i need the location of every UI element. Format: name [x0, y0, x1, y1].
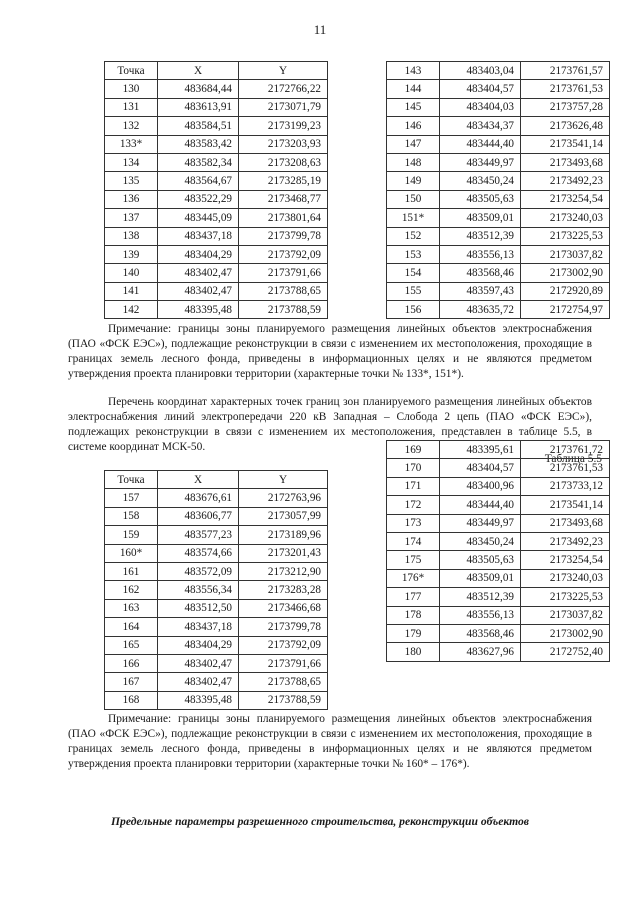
table-row [105, 562, 328, 580]
point-cell: 135 [105, 172, 158, 190]
table-row [387, 624, 610, 642]
y-cell: 2173002,90 [521, 624, 610, 642]
table-row [387, 532, 610, 550]
table-header-row [105, 471, 328, 489]
table-row [387, 551, 610, 569]
y-cell: 2173492,23 [521, 172, 610, 190]
x-cell: 483437,18 [158, 227, 239, 245]
point-cell: 142 [105, 301, 158, 319]
point-cell: 132 [105, 117, 158, 135]
y-cell: 2173761,53 [521, 80, 610, 98]
column-header: Y [239, 471, 328, 489]
x-cell: 483574,66 [158, 544, 239, 562]
x-cell: 483404,03 [440, 98, 521, 116]
table-row [105, 264, 328, 282]
x-cell: 483512,39 [440, 227, 521, 245]
y-cell: 2173071,79 [239, 98, 328, 116]
point-cell: 174 [387, 532, 440, 550]
point-cell: 148 [387, 153, 440, 171]
table-row [105, 153, 328, 171]
x-cell: 483395,48 [158, 691, 239, 709]
y-cell: 2173761,72 [521, 441, 610, 459]
y-cell: 2173225,53 [521, 588, 610, 606]
x-cell: 483509,01 [440, 569, 521, 587]
table-row [105, 172, 328, 190]
table-row [387, 282, 610, 300]
column-header: Точка [105, 471, 158, 489]
y-cell: 2173492,23 [521, 532, 610, 550]
x-cell: 483445,09 [158, 209, 239, 227]
point-cell: 140 [105, 264, 158, 282]
point-cell: 173 [387, 514, 440, 532]
y-cell: 2173761,53 [521, 459, 610, 477]
point-cell: 161 [105, 562, 158, 580]
x-cell: 483512,50 [158, 599, 239, 617]
x-cell: 483522,29 [158, 190, 239, 208]
point-cell: 137 [105, 209, 158, 227]
table-row [105, 618, 328, 636]
coordinates-table-2-left [104, 470, 328, 710]
y-cell: 2173057,99 [239, 507, 328, 525]
y-cell: 2173792,09 [239, 636, 328, 654]
x-cell: 483404,29 [158, 245, 239, 263]
table-row [387, 569, 610, 587]
point-cell: 163 [105, 599, 158, 617]
column-header: X [158, 471, 239, 489]
y-cell: 2173203,93 [239, 135, 328, 153]
x-cell: 483582,34 [158, 153, 239, 171]
table-row [105, 98, 328, 116]
y-cell: 2173254,54 [521, 190, 610, 208]
point-cell: 150 [387, 190, 440, 208]
column-header: Точка [105, 62, 158, 80]
y-cell: 2173626,48 [521, 117, 610, 135]
x-cell: 483577,23 [158, 526, 239, 544]
table-row [105, 654, 328, 672]
table-row [387, 477, 610, 495]
y-cell: 2173189,96 [239, 526, 328, 544]
point-cell: 170 [387, 459, 440, 477]
x-cell: 483505,63 [440, 190, 521, 208]
x-cell: 483597,43 [440, 282, 521, 300]
y-cell: 2173002,90 [521, 264, 610, 282]
column-header: X [158, 62, 239, 80]
y-cell: 2173493,68 [521, 514, 610, 532]
y-cell: 2173791,66 [239, 654, 328, 672]
x-cell: 483400,96 [440, 477, 521, 495]
x-cell: 483437,18 [158, 618, 239, 636]
table-row [105, 227, 328, 245]
x-cell: 483568,46 [440, 624, 521, 642]
point-cell: 155 [387, 282, 440, 300]
table-row [387, 80, 610, 98]
x-cell: 483402,47 [158, 673, 239, 691]
point-cell: 162 [105, 581, 158, 599]
table-row [105, 190, 328, 208]
x-cell: 483606,77 [158, 507, 239, 525]
point-cell: 141 [105, 282, 158, 300]
table-row [105, 581, 328, 599]
point-cell: 180 [387, 643, 440, 661]
x-cell: 483444,40 [440, 135, 521, 153]
point-cell: 166 [105, 654, 158, 672]
table-row [105, 636, 328, 654]
y-cell: 2173788,59 [239, 691, 328, 709]
y-cell: 2173037,82 [521, 606, 610, 624]
table-row [387, 459, 610, 477]
x-cell: 483684,44 [158, 80, 239, 98]
y-cell: 2173757,28 [521, 98, 610, 116]
point-cell: 153 [387, 245, 440, 263]
y-cell: 2173799,78 [239, 618, 328, 636]
x-cell: 483627,96 [440, 643, 521, 661]
x-cell: 483434,37 [440, 117, 521, 135]
y-cell: 2172920,89 [521, 282, 610, 300]
x-cell: 483676,61 [158, 489, 239, 507]
note-2: Примечание: границы зоны планируемого размещения линейных объектов электроснабжения (ПАО «ФСК ЕЭС»), подлежащие реконструкции в связи с изменением их местоположения, проходящие в границах земель лесного фонда, приведены в информационных целях и не являются предметом утверждения проекта планировки территории (характерные точки № 160* – 176*). [68, 713, 592, 770]
x-cell: 483512,39 [440, 588, 521, 606]
table-row [387, 62, 610, 80]
x-cell: 483404,29 [158, 636, 239, 654]
x-cell: 483402,47 [158, 264, 239, 282]
point-cell: 143 [387, 62, 440, 80]
point-cell: 171 [387, 477, 440, 495]
y-cell: 2173799,78 [239, 227, 328, 245]
x-cell: 483444,40 [440, 496, 521, 514]
coordinates-table-1-left [104, 61, 328, 319]
y-cell: 2172763,96 [239, 489, 328, 507]
y-cell: 2173733,12 [521, 477, 610, 495]
table-row [387, 643, 610, 661]
x-cell: 483613,91 [158, 98, 239, 116]
x-cell: 483556,13 [440, 245, 521, 263]
table-row [105, 507, 328, 525]
y-cell: 2172752,40 [521, 643, 610, 661]
y-cell: 2173541,14 [521, 135, 610, 153]
x-cell: 483584,51 [158, 117, 239, 135]
page-number: 11 [313, 22, 327, 37]
table-row [387, 514, 610, 532]
point-cell: 133* [105, 135, 158, 153]
x-cell: 483556,34 [158, 581, 239, 599]
point-cell: 158 [105, 507, 158, 525]
point-cell: 167 [105, 673, 158, 691]
y-cell: 2173037,82 [521, 245, 610, 263]
point-cell: 146 [387, 117, 440, 135]
y-cell: 2173212,90 [239, 562, 328, 580]
table-row [105, 80, 328, 98]
table-row [387, 264, 610, 282]
y-cell: 2173801,64 [239, 209, 328, 227]
y-cell: 2172766,22 [239, 80, 328, 98]
y-cell: 2173493,68 [521, 153, 610, 171]
note-1: Примечание: границы зоны планируемого размещения линейных объектов электроснабжения (ПАО «ФСК ЕЭС»), подлежащие реконструкции в связи с изменением их местоположения, проходящие в границах земель лесного фонда, приведены в информационных целях и не являются предметом утверждения проекта планировки территории (характерные точки № 133*, 151*). [68, 323, 592, 380]
y-cell: 2173240,03 [521, 569, 610, 587]
table-row [105, 673, 328, 691]
x-cell: 483450,24 [440, 172, 521, 190]
x-cell: 483505,63 [440, 551, 521, 569]
x-cell: 483450,24 [440, 532, 521, 550]
x-cell: 483403,04 [440, 62, 521, 80]
table-intro-paragraph: Перечень координат характерных точек границ зон планируемого размещения линейных объектов электроснабжения линий электропередачи 220 кВ Западная – Слобода 2 цепь (ПАО «ФСК ЕЭС»), подлежащих реконструкции в связи с изменением их местоположения, представлен в таблице 5.5, в системе координат МСК-50. [68, 396, 592, 453]
table-header-row [105, 62, 328, 80]
point-cell: 169 [387, 441, 440, 459]
table-caption: Таблица 5.5 [544, 453, 602, 465]
y-cell: 2173254,54 [521, 551, 610, 569]
table-row [387, 227, 610, 245]
section-heading: Предельные параметры разрешенного строительства, реконструкции объектов [111, 815, 529, 828]
table-row [387, 117, 610, 135]
y-cell: 2173240,03 [521, 209, 610, 227]
point-cell: 159 [105, 526, 158, 544]
x-cell: 483556,13 [440, 606, 521, 624]
table-row [387, 301, 610, 319]
table-row [105, 691, 328, 709]
point-cell: 138 [105, 227, 158, 245]
y-cell: 2172754,97 [521, 301, 610, 319]
table-row [387, 98, 610, 116]
table-row [105, 526, 328, 544]
table-row [105, 599, 328, 617]
x-cell: 483449,97 [440, 153, 521, 171]
column-header: Y [239, 62, 328, 80]
point-cell: 176* [387, 569, 440, 587]
y-cell: 2173791,66 [239, 264, 328, 282]
table-row [105, 301, 328, 319]
table-row [387, 441, 610, 459]
table-row [105, 489, 328, 507]
point-cell: 130 [105, 80, 158, 98]
point-cell: 151* [387, 209, 440, 227]
table-row [105, 117, 328, 135]
y-cell: 2173761,57 [521, 62, 610, 80]
point-cell: 165 [105, 636, 158, 654]
point-cell: 147 [387, 135, 440, 153]
y-cell: 2173201,43 [239, 544, 328, 562]
x-cell: 483635,72 [440, 301, 521, 319]
point-cell: 160* [105, 544, 158, 562]
table-row [105, 209, 328, 227]
point-cell: 145 [387, 98, 440, 116]
y-cell: 2173468,77 [239, 190, 328, 208]
y-cell: 2173283,28 [239, 581, 328, 599]
y-cell: 2173285,19 [239, 172, 328, 190]
point-cell: 156 [387, 301, 440, 319]
table-row [105, 245, 328, 263]
point-cell: 134 [105, 153, 158, 171]
y-cell: 2173541,14 [521, 496, 610, 514]
point-cell: 152 [387, 227, 440, 245]
x-cell: 483404,57 [440, 80, 521, 98]
x-cell: 483572,09 [158, 562, 239, 580]
point-cell: 131 [105, 98, 158, 116]
table-row [105, 282, 328, 300]
table-row [387, 172, 610, 190]
coordinates-table-2-right [386, 440, 610, 662]
table-row [387, 153, 610, 171]
point-cell: 178 [387, 606, 440, 624]
point-cell: 175 [387, 551, 440, 569]
point-cell: 177 [387, 588, 440, 606]
y-cell: 2173788,65 [239, 673, 328, 691]
y-cell: 2173225,53 [521, 227, 610, 245]
x-cell: 483583,42 [158, 135, 239, 153]
y-cell: 2173788,65 [239, 282, 328, 300]
x-cell: 483402,47 [158, 282, 239, 300]
table-row [105, 135, 328, 153]
y-cell: 2173792,09 [239, 245, 328, 263]
table-row [387, 245, 610, 263]
table-row [387, 135, 610, 153]
y-cell: 2173199,23 [239, 117, 328, 135]
point-cell: 144 [387, 80, 440, 98]
y-cell: 2173208,63 [239, 153, 328, 171]
x-cell: 483449,97 [440, 514, 521, 532]
y-cell: 2173466,68 [239, 599, 328, 617]
y-cell: 2173788,59 [239, 301, 328, 319]
table-row [105, 544, 328, 562]
x-cell: 483404,57 [440, 459, 521, 477]
point-cell: 154 [387, 264, 440, 282]
point-cell: 172 [387, 496, 440, 514]
table-row [387, 209, 610, 227]
table-row [387, 588, 610, 606]
x-cell: 483395,48 [158, 301, 239, 319]
point-cell: 179 [387, 624, 440, 642]
x-cell: 483509,01 [440, 209, 521, 227]
point-cell: 139 [105, 245, 158, 263]
x-cell: 483402,47 [158, 654, 239, 672]
x-cell: 483395,61 [440, 441, 521, 459]
table-row [387, 190, 610, 208]
point-cell: 157 [105, 489, 158, 507]
point-cell: 164 [105, 618, 158, 636]
point-cell: 168 [105, 691, 158, 709]
x-cell: 483568,46 [440, 264, 521, 282]
x-cell: 483564,67 [158, 172, 239, 190]
coordinates-table-1-right [386, 61, 610, 319]
table-row [387, 496, 610, 514]
point-cell: 136 [105, 190, 158, 208]
point-cell: 149 [387, 172, 440, 190]
table-row [387, 606, 610, 624]
